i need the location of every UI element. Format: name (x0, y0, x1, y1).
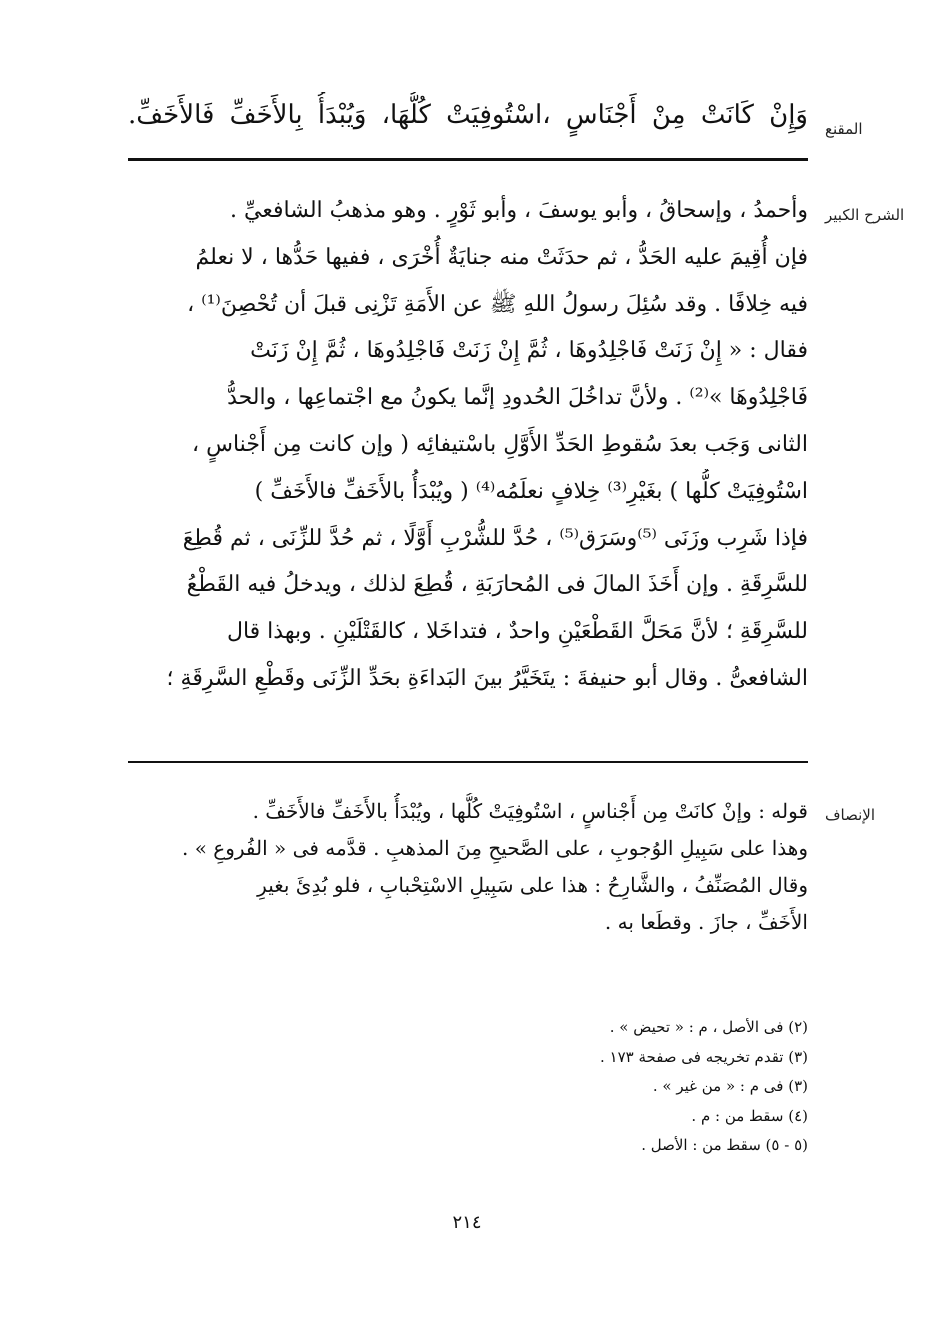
insaf-text (128, 793, 808, 941)
sharh-line: للسَّرِقَةِ . وإن أَخَذَ المالَ فى المُحارَبَةِ ، قُطِعَ لذلك ، ويدخلُ فيه القَطْعُ (186, 572, 808, 598)
sharh-line: وأحمدُ ، وإسحاقُ ، وأبو يوسفَ ، وأبو ثَوْرٍ . وهو مذهبُ الشافعيِّ . (230, 198, 808, 223)
sharh-line: فَاجْلِدُوهَا »⁽²⁾ . ولأنَّ تداخُلَ الحُدودِ إنَّما يكونُ مع اجْتماعِها ، والحدُّ (227, 385, 808, 411)
footnote: (٥ - ٥) سقط من : الأصل . (641, 1136, 808, 1154)
insaf-line: وقال المُصَنِّفُ ، والشَّارِحُ : هذا على سَبِيلِ الاسْتِحْبابِ ، فلو بُدِئَ بغيرِ (257, 873, 808, 897)
footnote: (٣) فى م : « من غير » . (652, 1077, 808, 1095)
insaf-label: الإنصاف (825, 806, 876, 824)
footnotes (440, 1013, 808, 1161)
section-divider-thin (128, 761, 808, 763)
insaf-line: قوله : وإنْ كانَتْ مِن أَجْناسٍ ، اسْتُوفِيَتْ كُلُّها ، ويُبْدَأُ بالأَخَفِّ فالأَخَفِّ . (252, 799, 808, 823)
insaf-line: وهذا على سَبِيلِ الوُجوبِ ، على الصَّحيحِ مِنَ المذهبِ . قدَّمه فى « الفُروعِ » . (182, 836, 808, 860)
page-number: ٢١٤ (452, 1212, 482, 1233)
sharh-line: الثانى وَجَب بعدَ سُقوطِ الحَدِّ الأَوَّلِ باسْتيفائِه ( وإن كانت مِن أَجْناسٍ ، (192, 431, 808, 457)
sharh-line: اسْتُوفِيَتْ كلُّها ) بغَيْرِ⁽³⁾ خِلافٍ نعلَمُه⁽⁴⁾ ( ويُبْدَأُ بالأَخَفِّ فالأَخَفِّ ) (254, 478, 808, 504)
muqni-label: المقنع (825, 120, 863, 138)
sharh-label: الشرح الكبير (825, 206, 905, 224)
sharh-line: فإذا شَرِب وزَنَى ⁽⁵⁾وسَرَق⁽⁵⁾ ، حُدَّ للشُّرْبِ أَوَّلًا ، ثم حُدَّ للزِّنَى ، ثم قُطِعَ (182, 525, 808, 551)
footnote: (٢) فى الأصل ، م : « تحيض » . (609, 1018, 808, 1036)
muqni-line: وَإِنْ كَانَتْ مِنْ أَجْنَاسٍ ،اسْتُوفِيَتْ كُلُّهَا، وَيُبْدَأُ بِالأَخَفِّ فَالأَخَفِّ. (128, 100, 808, 130)
sharh-line: الشافعىُّ . وقال أبو حنيفةَ : يتَخَيَّرُ بينَ البَداءَةِ بحَدِّ الزِّنَى وقَطْعِ السَّرِقَةِ ؛ (166, 665, 808, 691)
insaf-line: الأَخَفِّ ، جازَ . وقطَعا به . (604, 910, 808, 934)
sharh-line: فقال : « إِنْ زَنَتْ فَاجْلِدُوهَا ، ثُمَّ إِنْ زَنَتْ فَاجْلِدُوهَا ، ثُمَّ إِنْ زَنَتْ (250, 338, 808, 364)
sharh-line: فيه خِلافًا . وقد سُئِلَ رسولُ اللهِ ﷺ عن الأَمَةِ تَزْنِى قبلَ أن تُحْصِنَ⁽¹⁾ ، (187, 291, 808, 317)
muqni-text (128, 92, 808, 138)
section-divider-thick (128, 158, 808, 161)
sharh-line: فإن أُقِيمَ عليه الحَدُّ ، ثم حدَثَتْ منه جنايَةٌ أُخْرَى ، ففيها حَدُّها ، لا نعلمُ (195, 244, 808, 270)
sharh-line: للسَّرِقَةِ ؛ لأنَّ مَحَلَّ القَطْعَيْنِ واحدٌ ، فتداخَلا ، كالقَتْلَيْنِ . وبهذا قال (226, 619, 808, 645)
footnote: (٣) تقدم تخريجه فى صفحة ١٧٣ . (599, 1047, 808, 1066)
sharh-text (128, 188, 808, 703)
footnote: (٤) سقط من : م . (691, 1106, 808, 1125)
